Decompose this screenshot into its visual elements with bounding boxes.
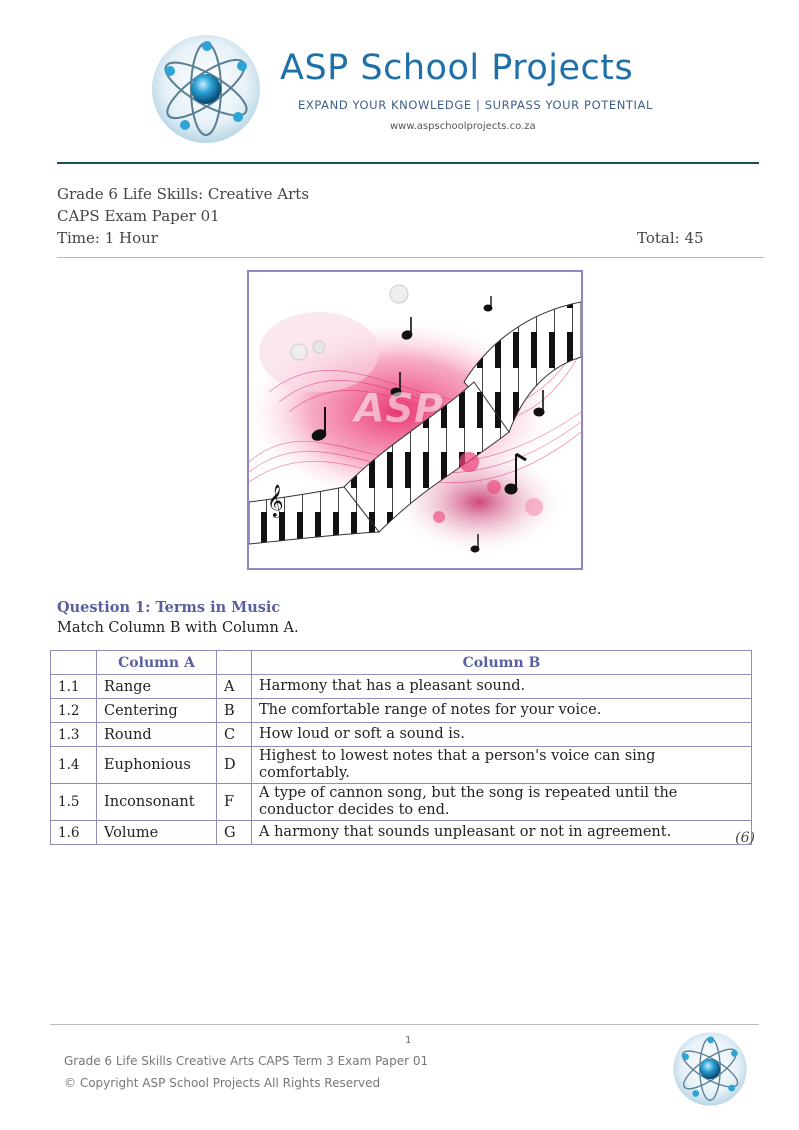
footer-atom-logo-icon <box>672 1031 748 1107</box>
row-definition: How loud or soft a sound is. <box>252 723 752 747</box>
row-number: 1.4 <box>51 747 97 784</box>
header-letter <box>217 651 252 675</box>
row-definition: The comfortable range of notes for your voice. <box>252 699 752 723</box>
table-row <box>51 675 752 699</box>
header-divider <box>57 162 759 164</box>
footer-paper-title: Grade 6 Life Skills Creative Arts CAPS Term 3 Exam Paper 01 <box>64 1054 429 1068</box>
row-number: 1.6 <box>51 821 97 845</box>
table-row <box>51 784 752 821</box>
question-marks: (6) <box>735 830 755 846</box>
row-letter: F <box>217 784 252 821</box>
svg-text:𝄞: 𝄞 <box>267 484 284 517</box>
row-definition: Highest to lowest notes that a person's voice can sing comfortably. <box>252 747 752 784</box>
question-title: Question 1: Terms in Music <box>57 599 281 616</box>
row-number: 1.2 <box>51 699 97 723</box>
question-instruction: Match Column B with Column A. <box>57 620 299 636</box>
row-number: 1.3 <box>51 723 97 747</box>
row-term: Inconsonant <box>97 784 217 821</box>
page-number: 1 <box>405 1035 412 1046</box>
header-column-b: Column B <box>252 651 752 675</box>
brand-url: www.aspschoolprojects.co.za <box>390 121 536 132</box>
table-row <box>51 723 752 747</box>
exam-time: Time: 1 Hour <box>57 229 158 247</box>
footer-divider <box>50 1024 759 1025</box>
table-row <box>51 747 752 784</box>
atom-logo-icon <box>150 33 262 145</box>
row-definition: Harmony that has a pleasant sound. <box>252 675 752 699</box>
row-letter: C <box>217 723 252 747</box>
row-letter: D <box>217 747 252 784</box>
row-definition: A type of cannon song, but the song is repeated until the conductor decides to end. <box>252 784 752 821</box>
table-row <box>51 821 752 845</box>
brand-tagline: EXPAND YOUR KNOWLEDGE | SURPASS YOUR POTENTIAL <box>298 98 654 112</box>
header-num <box>51 651 97 675</box>
table-row <box>51 699 752 723</box>
info-divider <box>57 257 764 258</box>
row-number: 1.1 <box>51 675 97 699</box>
row-letter: G <box>217 821 252 845</box>
paper-title: CAPS Exam Paper 01 <box>57 207 220 225</box>
row-term: Centering <box>97 699 217 723</box>
music-illustration <box>247 270 583 570</box>
subject-title: Grade 6 Life Skills: Creative Arts <box>57 185 310 203</box>
header-column-a: Column A <box>97 651 217 675</box>
row-definition: A harmony that sounds unpleasant or not in agreement. <box>252 821 752 845</box>
brand-title: ASP School Projects <box>280 48 634 88</box>
matching-table <box>50 650 752 845</box>
row-term: Range <box>97 675 217 699</box>
row-number: 1.5 <box>51 784 97 821</box>
table-header-row <box>51 651 752 675</box>
row-letter: B <box>217 699 252 723</box>
row-term: Euphonious <box>97 747 217 784</box>
exam-total: Total: 45 <box>637 229 704 247</box>
row-term: Round <box>97 723 217 747</box>
row-letter: A <box>217 675 252 699</box>
footer-copyright: © Copyright ASP School Projects All Rights Reserved <box>64 1076 381 1090</box>
asp-watermark: ASP <box>354 386 444 432</box>
row-term: Volume <box>97 821 217 845</box>
